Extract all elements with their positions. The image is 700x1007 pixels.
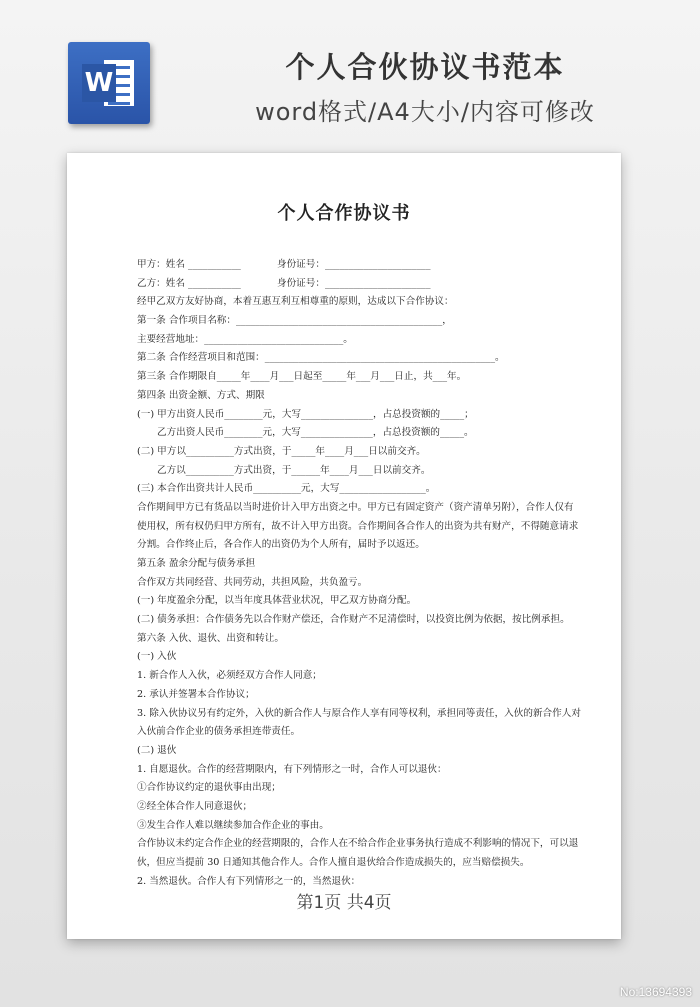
party-a-name: 甲方：姓名 ___________ [137,259,241,270]
paragraph-line: 第五条 盈余分配与债务承担 [137,558,256,570]
document-page [67,153,621,939]
paragraph-line: 1. 自愿退伙。合作的经营期限内，有下列情形之一时，合作人可以退伙： [137,763,447,775]
paragraph-line: 1. 新合作人入伙，必须经双方合作人同意； [137,670,322,682]
paragraph-line: 第二条 合作经营项目和范围：________________________________________________。 [137,352,505,364]
paragraph-line: ③发生合作人难以继续参加合作企业的事由。 [137,819,329,831]
word-icon [68,42,150,124]
party-b-id: 身份证号：______________________ [277,277,431,289]
document-body [137,256,581,891]
paragraph-block: 合作协议未约定合作企业的经营期限的，合作人在不给合作企业事务执行造成不利影响的情况下，可以退伙，但应当提前 30 日通知其他合作人。合作人擅自退伙给合作造成损失的，应当赔偿损失。 [137,838,579,869]
page-title: 个人合伙协议书范本 [285,50,565,84]
paragraph-line: 乙方以__________方式出资，于______年____月___日以前交齐。 [157,464,431,476]
paragraph-block: 合作期间甲方已有货品以当时进价计入甲方出资之中。甲方已有固定资产（资产清单另附），合作人仅有使用权，所有权仍归甲方所有，故不计入甲方出资。合作期间各合作人的出资为共有财产，不得随意请求分割。合作终止后，各合作人的出资仍为个人所有，届时予以返还。 [137,501,579,551]
paragraph-line: 合作双方共同经营、共同劳动，共担风险，共负盈亏。 [137,576,368,588]
page-subtitle: word格式/A4大小/内容可修改 [255,98,595,126]
paragraph-line: 第三条 合作期限自_____年____月___日起至_____年___月___日止，共___年。 [137,371,467,383]
paragraph-line: 第四条 出资金额、方式、期限 [137,389,265,401]
paragraph-line: 2. 承认并签署本合作协议； [137,688,255,700]
image-number: No:13694393 [619,985,692,999]
paragraph-line: 2. 当然退伙。合作人有下列情形之一的，当然退伙： [137,875,361,887]
word-letter: W [82,64,116,102]
paragraph-line: (一) 甲方出资人民币________元，大写_______________，占总投资额的_____； [137,408,474,420]
party-b-row [137,275,581,294]
party-a-row [137,256,581,275]
paragraph-line: (三) 本合作出资共计人民币__________元，大写__________________。 [137,483,436,495]
paragraph-line: (二) 甲方以__________方式出资，于_____年____月___日以前交齐。 [137,445,426,457]
document-title: 个人合作协议书 [277,203,411,224]
paragraph-line: 主要经营地址：_____________________________。 [137,333,353,345]
paragraph-line: ②经全体合作人同意退伙； [137,801,253,813]
paragraph-line: (二) 退伙 [137,744,177,756]
paragraph-line: 第六条 入伙、退伙、出资和转让。 [137,632,284,644]
paragraph-line: 第一条 合作项目名称：___________________________________________， [137,315,452,327]
party-b-name: 乙方：姓名 ___________ [137,277,241,289]
paragraph-line: (二) 债务承担：合作债务先以合作财产偿还，合作财产不足清偿时，以投资比例为依据，按比例承担。 [137,614,570,626]
paragraph-line: ①合作协议约定的退伙事由出现； [137,782,281,794]
paragraph-block: 3. 除入伙协议另有约定外，入伙的新合作人与原合作人享有同等权利，承担同等责任，入伙的新合作人对入伙前合作企业的债务承担连带责任。 [137,707,581,738]
paragraph-line: (一) 年度盈余分配，以当年度具体营业状况，甲乙双方协商分配。 [137,595,417,607]
paragraph-line: 乙方出资人民币________元，大写_______________，占总投资额的_____。 [157,427,474,439]
paragraph-line: 经甲乙双方友好协商，本着互惠互利互相尊重的原则，达成以下合作协议： [137,296,454,308]
paragraph-line: (一) 入伙 [137,651,177,663]
party-a-id: 身份证号：______________________ [277,259,431,270]
page-indicator: 第1页 共4页 [296,893,392,913]
